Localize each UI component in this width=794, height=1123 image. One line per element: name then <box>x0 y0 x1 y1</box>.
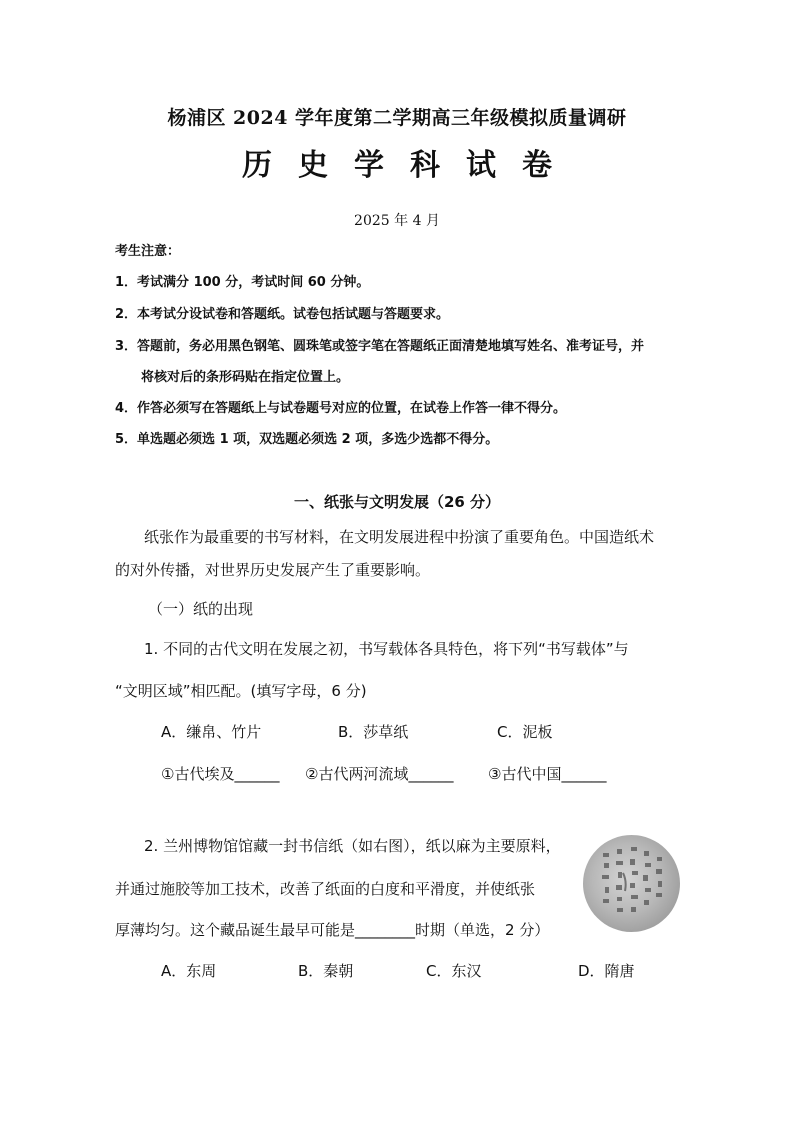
q2-option-a: A．东周 <box>161 962 217 980</box>
q2-line1: 2. 兰州博物馆馆藏一封书信纸（如右图），纸以麻为主要原料， <box>144 837 561 855</box>
exam-title: 杨浦区 2024 学年度第二学期高三年级模拟质量调研 <box>167 107 627 129</box>
q2-option-d: D．隋唐 <box>578 962 635 980</box>
q1-option-c: C．泥板 <box>497 723 553 741</box>
exam-date: 2025 年 4 月 <box>354 213 440 229</box>
notice-item-3: 3．答题前，务必用黑色钢笔、圆珠笔或签字笔在答题纸正面清楚地填写姓名、准考证号，并 <box>115 339 645 354</box>
q1-blank-mesopotamia: ②古代两河流域______ <box>305 765 454 783</box>
q1-option-b: B．莎草纸 <box>338 723 409 741</box>
section-intro-line2: 的对外传播，对世界历史发展产生了重要影响。 <box>115 561 431 579</box>
q1-blank-china: ③古代中国______ <box>488 765 607 783</box>
q1-line2: “文明区域”相匹配。(填写字母，6 分) <box>115 682 367 700</box>
q2-line3: 厚薄均匀。这个藏品诞生最早可能是________时期（单选，2 分） <box>115 921 550 939</box>
notice-heading: 考生注意： <box>115 244 181 259</box>
section-title: 一、纸张与文明发展（26 分） <box>293 493 501 511</box>
q1-blank-egypt: ①古代埃及______ <box>161 765 280 783</box>
notice-item-3-cont: 将核对后的条形码贴在指定位置上。 <box>141 370 350 385</box>
subsection-title: （一）纸的出现 <box>148 600 254 618</box>
notice-item-2: 2．本考试分设试卷和答题纸。试卷包括试题与答题要求。 <box>115 307 450 322</box>
notice-item-4: 4．作答必须写在答题纸上与试卷题号对应的位置，在试卷上作答一律不得分。 <box>115 401 567 416</box>
notice-item-1: 1．考试满分 100 分，考试时间 60 分钟。 <box>115 275 370 290</box>
notice-item-5: 5．单选题必须选 1 项，双选题必须选 2 项，多选少选都不得分。 <box>115 432 499 447</box>
q2-option-b: B．秦朝 <box>298 962 354 980</box>
ancient-letter-paper-photo <box>583 835 680 932</box>
q2-line2: 并通过施胶等加工技术，改善了纸面的白度和平滑度，并使纸张 <box>115 880 536 898</box>
subject-title: 历史学科试卷 <box>242 148 578 183</box>
q2-option-c: C．东汉 <box>426 962 482 980</box>
section-intro-line1: 纸张作为最重要的书写材料，在文明发展进程中扮演了重要角色。中国造纸术 <box>144 528 655 546</box>
paper-texture <box>583 835 680 932</box>
q1-option-a: A．缣帛、竹片 <box>161 723 262 741</box>
q1-line1: 1. 不同的古代文明在发展之初，书写载体各具特色，将下列“书写载体”与 <box>144 640 629 658</box>
